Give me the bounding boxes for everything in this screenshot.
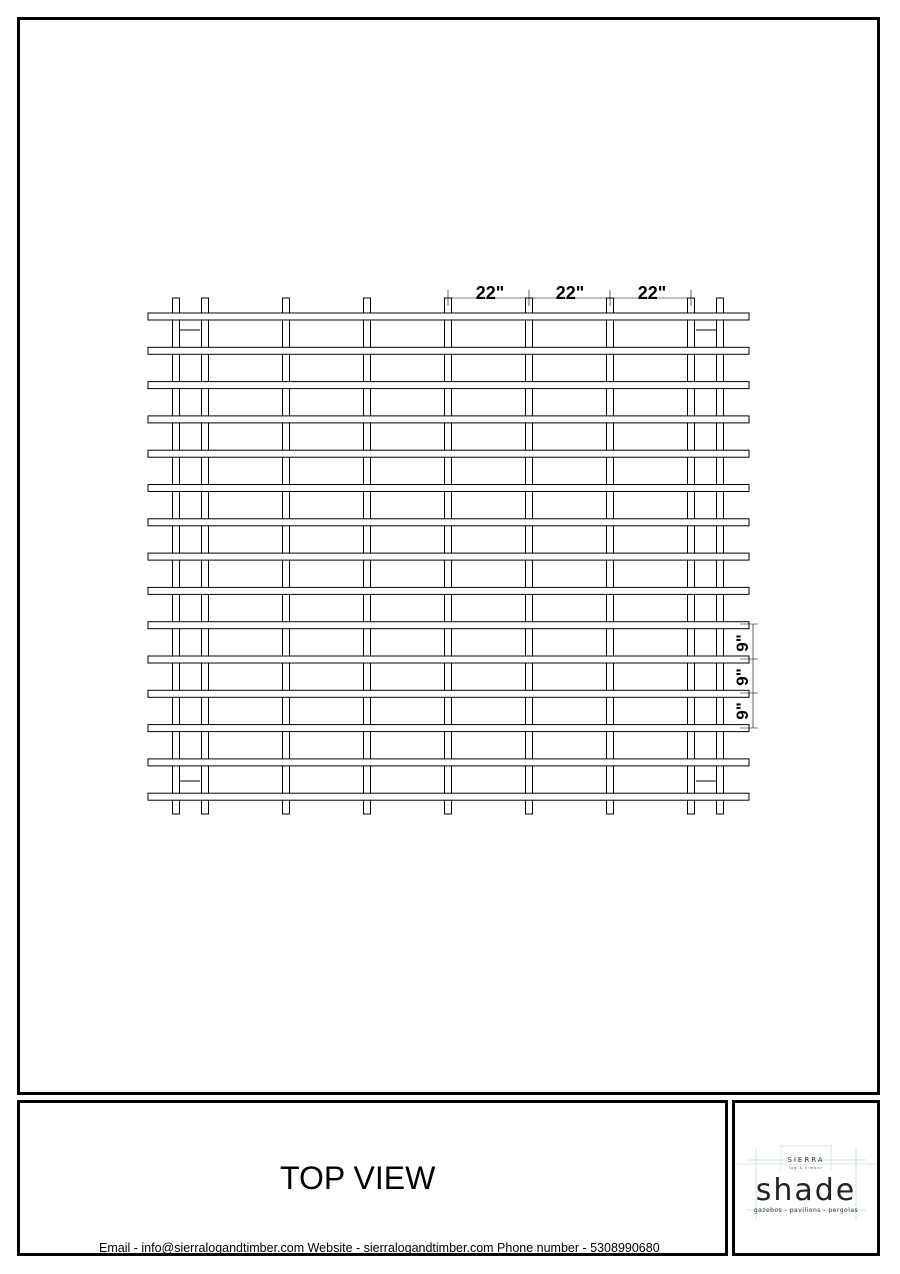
slat	[148, 690, 749, 697]
slat	[148, 587, 749, 594]
slat	[148, 759, 749, 766]
dimension-label-vertical: 9"	[733, 668, 752, 686]
dimension-label-horizontal: 22"	[475, 283, 505, 303]
logo-wordmark: shade	[755, 1173, 857, 1208]
slat	[148, 725, 749, 732]
logo-tagline: gazebos - pavilions - pergolas	[753, 1207, 859, 1214]
dimension-label-vertical: 9"	[733, 634, 752, 652]
slat	[148, 313, 749, 320]
logo-brand: SIERRA	[787, 1156, 825, 1164]
dimension-label-horizontal: 22"	[637, 283, 667, 303]
slats-group	[148, 313, 749, 800]
logo-subtitle: log & timber	[789, 1166, 823, 1170]
dimension-label-horizontal: 22"	[555, 283, 585, 303]
view-title: TOP VIEW	[280, 1160, 436, 1196]
slat	[148, 416, 749, 423]
slat	[148, 450, 749, 457]
slat	[148, 347, 749, 354]
slat	[148, 622, 749, 629]
slat	[148, 553, 749, 560]
slat	[148, 485, 749, 492]
slat	[148, 382, 749, 389]
contact-info: Email - info@sierralogandtimber.com Website - sierralogandtimber.com Phone number - 5308990680	[99, 1241, 660, 1255]
slat	[148, 519, 749, 526]
slat	[148, 656, 749, 663]
dimension-label-vertical: 9"	[733, 702, 752, 720]
slat	[148, 793, 749, 800]
